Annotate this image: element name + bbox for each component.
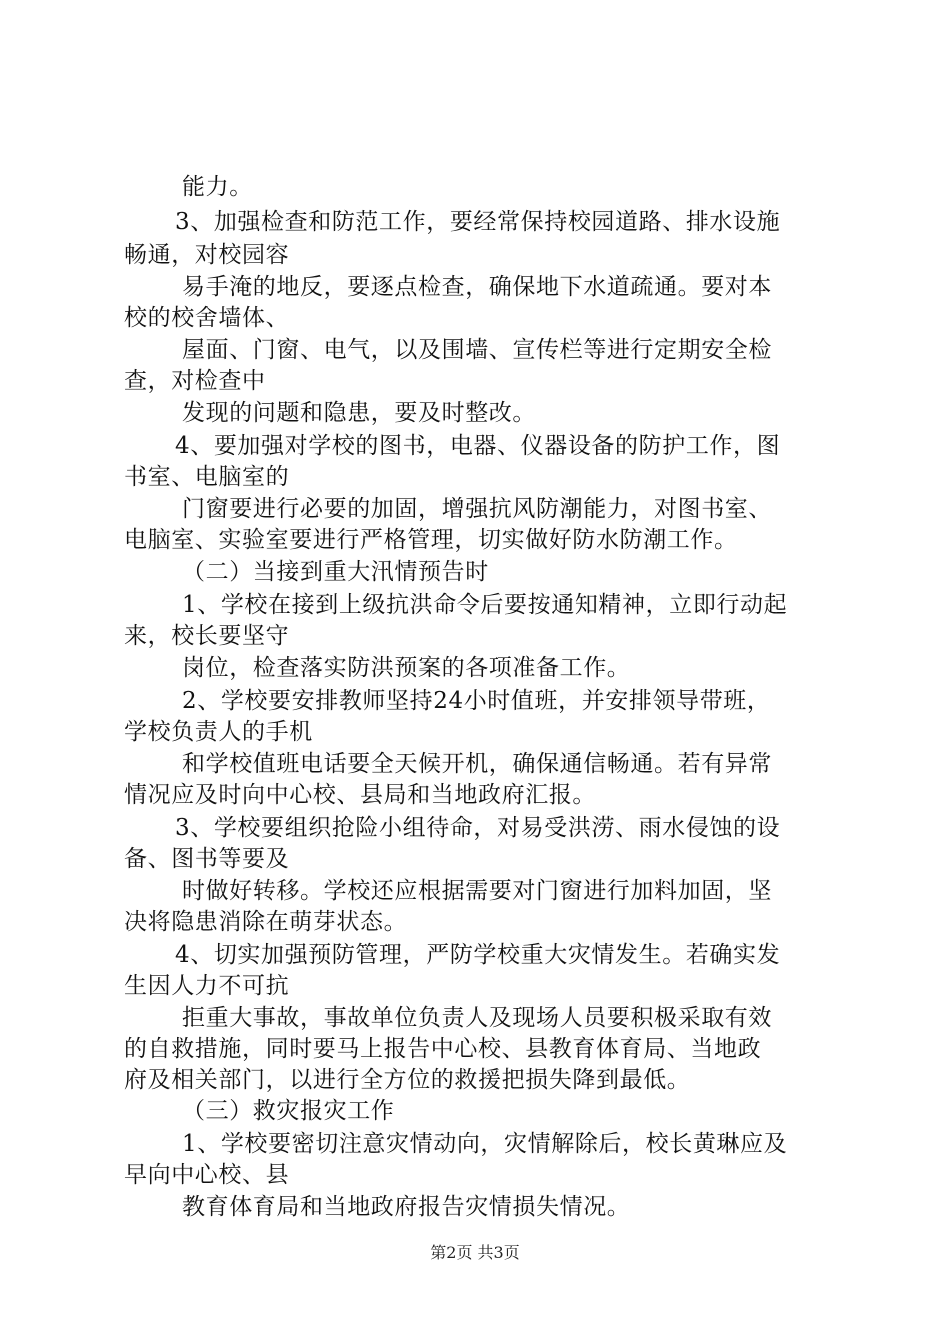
text-line: 电脑室、实验室要进行严格管理，切实做好防水防潮工作。 [124,527,738,553]
text-line: 4、切实加强预防管理，严防学校重大灾情发生。若确实发 [175,942,781,968]
text-line: 来，校长要坚守 [124,623,290,649]
text-line: 教育体育局和当地政府报告灾情损失情况。 [182,1194,631,1220]
text-line: 门窗要进行必要的加固，增强抗风防潮能力，对图书室、 [182,496,772,522]
page-number: 第2页 共3页 [430,1243,520,1262]
text-line: 备、图书等要及 [124,846,290,872]
text-line: 决将隐患消除在萌芽状态。 [124,909,408,935]
text-line: 3、加强检查和防范工作，要经常保持校园道路、排水设施 [175,209,781,235]
text-line: 2、学校要安排教师坚持24小时值班，并安排领导带班， [182,688,771,714]
text-line: 的自救措施，同时要马上报告中心校、县教育体育局、当地政 [124,1036,762,1062]
text-line: 生因人力不可抗 [124,973,290,999]
text-line: 1、学校要密切注意灾情动向，灾情解除后，校长黄琳应及 [182,1131,788,1157]
text-line: 校的校舍墙体、 [124,305,290,331]
text-line: 岗位，检查落实防洪预案的各项准备工作。 [182,655,631,681]
section-heading: （二）当接到重大汛情预告时 [182,559,489,585]
text-line: 3、学校要组织抢险小组待命，对易受洪涝、雨水侵蚀的设 [175,815,781,841]
text-line: 查，对检查中 [124,368,266,394]
text-line: 拒重大事故，事故单位负责人及现场人员要积极采取有效 [182,1005,772,1031]
text-line: 和学校值班电话要全天候开机，确保通信畅通。若有异常 [182,751,772,777]
text-line: 时做好转移。学校还应根据需要对门窗进行加料加固，坚 [182,878,772,904]
text-line: 书室、电脑室的 [124,464,290,490]
text-line: 情况应及时向中心校、县局和当地政府汇报。 [124,782,596,808]
text-line: 学校负责人的手机 [124,719,313,745]
text-line: 4、要加强对学校的图书，电器、仪器设备的防护工作，图 [175,433,781,459]
text-line: 畅通，对校园容 [124,242,290,268]
section-heading: （三）救灾报灾工作 [182,1098,395,1124]
text-line: 早向中心校、县 [124,1162,290,1188]
text-line: 府及相关部门，以进行全方位的救援把损失降到最低。 [124,1067,691,1093]
text-line: 发现的问题和隐患，要及时整改。 [182,400,536,426]
text-line: 1、学校在接到上级抗洪命令后要按通知精神，立即行动起 [182,592,788,618]
text-line: 屋面、门窗、电气，以及围墙、宣传栏等进行定期安全检 [182,337,772,363]
text-line: 易手淹的地反，要逐点检查，确保地下水道疏通。要对本 [182,274,772,300]
text-line: 能力。 [182,174,253,200]
